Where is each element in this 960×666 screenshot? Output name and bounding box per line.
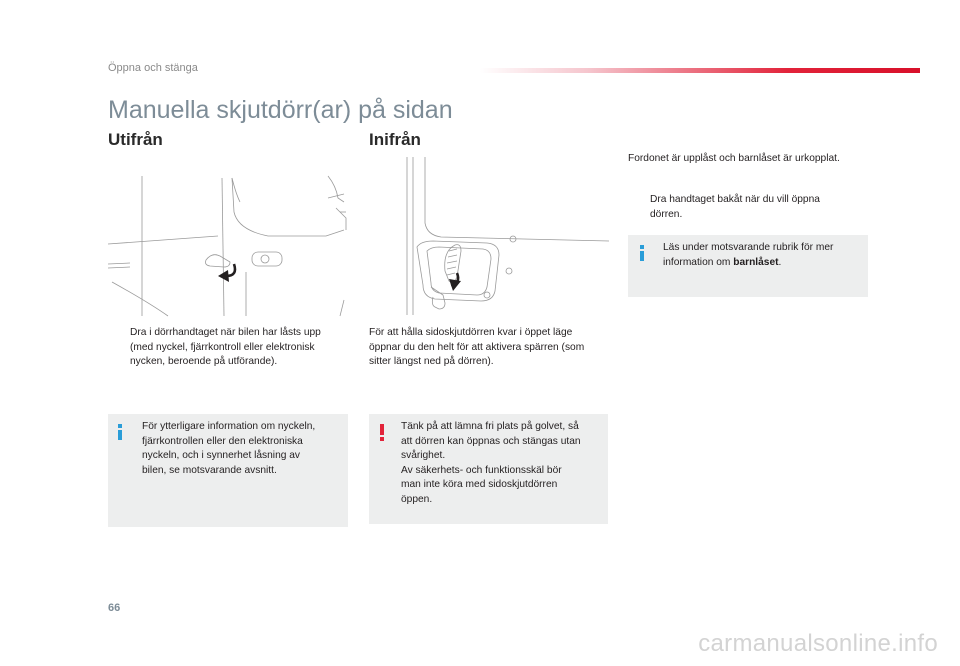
info-text-key — [142, 420, 315, 478]
page-number: 66 — [108, 602, 121, 614]
heading-utifran: Utifrån — [108, 130, 163, 149]
info-icon — [640, 245, 644, 261]
exterior-door-handle-illustration — [108, 172, 348, 318]
text-line: För att hålla sidoskjutdörren kvar i öppet läge — [369, 327, 573, 338]
page-title: Manuella skjutdörr(ar) på sidan — [108, 96, 453, 124]
warning-icon — [380, 424, 384, 441]
info-text-child-lock — [663, 241, 833, 270]
text-line: Tänk på att lämna fri plats på golvet, så — [401, 421, 579, 432]
text-line: nycken, beroende på utförande). — [130, 356, 278, 368]
warning-text — [401, 420, 581, 508]
text-line: man inte köra med sidoskjutdörren — [401, 479, 558, 491]
text-line: öppen. — [401, 493, 433, 505]
info-icon — [118, 424, 122, 440]
text-line: Av säkerhets- och funktionsskäl bör — [401, 464, 562, 476]
text-line: nyckeln, och i synnerhet låsning av — [142, 450, 300, 462]
text-line: öppnar du den helt för att aktivera spärren (som — [369, 341, 585, 353]
text-line: fjärrkontrollen eller den elektroniska — [142, 435, 303, 447]
text-line: sitter längst ned på dörren). — [369, 356, 494, 368]
child-lock-term: barnlåset — [733, 256, 779, 268]
exterior-open-instruction — [130, 326, 321, 370]
text-line: För ytterligare information om nyckeln, — [142, 421, 316, 432]
text-line: bilen, se motsvarande avsnitt. — [142, 464, 277, 476]
interior-door-handle-illustration — [369, 155, 609, 318]
interior-open-text — [369, 326, 584, 370]
text-line — [663, 256, 833, 271]
text-line: dörren. — [650, 208, 683, 220]
text-fragment: information om — [663, 256, 734, 268]
text-line: svårighet. — [401, 450, 446, 462]
child-lock-intro: Fordonet är upplåst och barnlåset är urkopplat. — [628, 153, 840, 164]
watermark: carmanualsonline.info — [698, 630, 938, 657]
text-fragment: . — [778, 256, 782, 268]
text-line: Läs under motsvarande rubrik för mer — [663, 242, 834, 253]
heading-inifran: Inifrån — [369, 130, 421, 149]
section-header: Öppna och stänga — [108, 62, 198, 74]
header-accent-bar — [480, 68, 920, 73]
text-line: Dra i dörrhandtaget när bilen har låsts upp — [130, 327, 321, 338]
text-line: (med nyckel, fjärrkontroll eller elektronisk — [130, 341, 315, 353]
pull-handle-instruction — [650, 193, 820, 222]
text-line: Dra handtaget bakåt när du vill öppna — [650, 194, 820, 205]
text-line: att dörren kan öppnas och stängas utan — [401, 435, 581, 447]
